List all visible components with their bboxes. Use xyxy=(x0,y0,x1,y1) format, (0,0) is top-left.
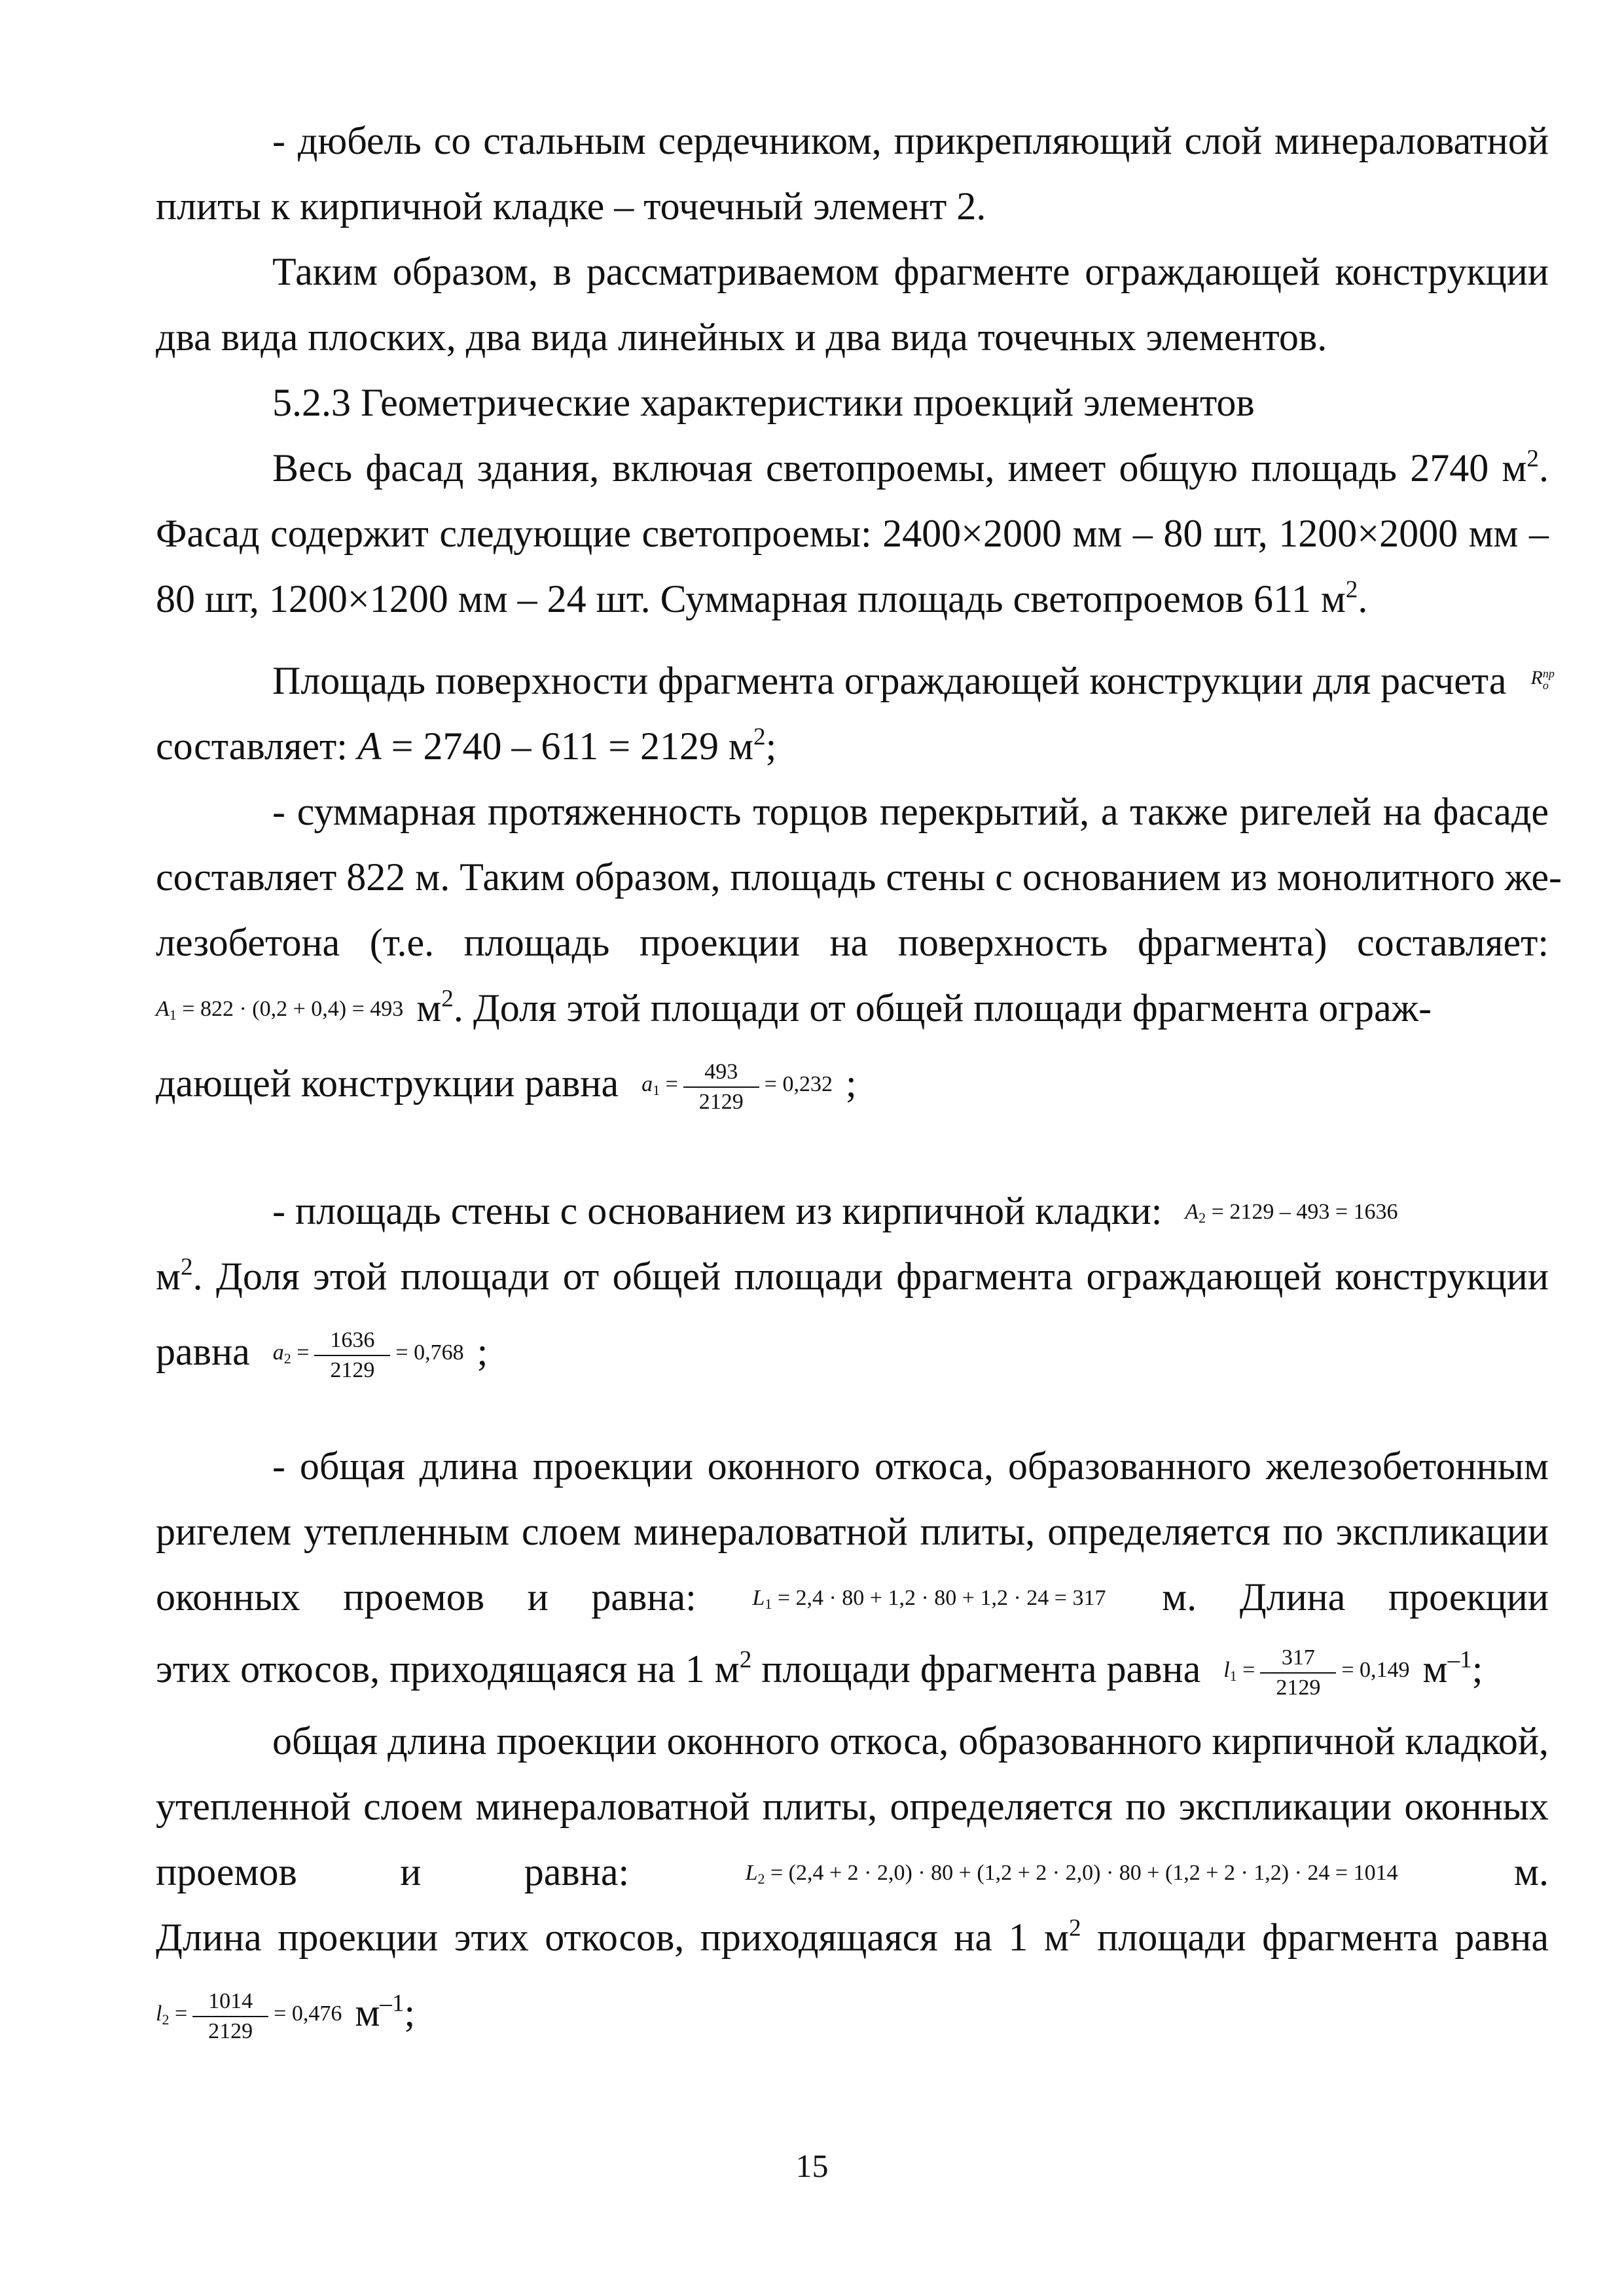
formula-result: = 0,232 xyxy=(764,1071,833,1096)
text-line: Фасад содержит следующие светопроемы: 2400×2000 мм – 80 шт, 1200×2000 мм – xyxy=(156,512,1549,555)
formula-L2 xyxy=(746,1840,1398,1912)
paragraph-summary xyxy=(156,239,1549,370)
text-fragment: Длина проекции этих откосов, приходящаяся на 1 м xyxy=(156,1916,1070,1959)
text-fragment: м xyxy=(156,1255,181,1298)
subscript: 2 xyxy=(1199,1209,1206,1226)
formula-a2: $a_2$ = xyxy=(272,1340,310,1367)
text-fragment: Площадь поверхности фрагмента ограждающей конструкции для расчета xyxy=(272,659,1507,702)
text-fragment: проемов и равна: xyxy=(156,1850,630,1893)
paragraph-area xyxy=(156,648,1555,779)
text-line xyxy=(156,713,1549,779)
text-line: - дюбель со стальным сердечником, прикрепляющий слой минераловатной xyxy=(272,119,1549,162)
symbol-L: L xyxy=(745,1860,758,1885)
text-fragment: . Доля этой площади от общей площади фрагмента ограж- xyxy=(453,986,1432,1030)
symbol-subscript: о xyxy=(1542,679,1549,692)
subscript: 1 xyxy=(653,1081,660,1098)
paragraph-concrete xyxy=(156,779,1562,1126)
denominator: 2129 xyxy=(698,1090,744,1115)
text-fragment: = 2740 – 611 = 2129 м xyxy=(391,725,754,768)
text-line xyxy=(156,1178,1549,1244)
text-fragment: площади фрагмента равна xyxy=(761,1647,1201,1691)
subscript: 2 xyxy=(162,2011,170,2028)
numerator: 1014 xyxy=(192,1987,268,2017)
text-line xyxy=(156,1970,1549,2055)
paragraph-dowel xyxy=(156,108,1549,239)
paragraph-facade xyxy=(156,435,1549,632)
formula-text: = (2,4 + 2 · 2,0) · 80 + (1,2 + 2 · 2,0) · 80 + (1,2 + 2 · 1,2) · 24 = 1014 xyxy=(770,1860,1398,1885)
denominator: 2129 xyxy=(208,2019,253,2044)
symbol-l: l xyxy=(156,2001,162,2026)
text-fragment: ; xyxy=(845,1062,857,1105)
formula-result: = 0,476 xyxy=(274,2001,342,2026)
text-fragment: равна xyxy=(156,1330,250,1373)
text-line xyxy=(156,1244,1549,1309)
numerator: 1636 xyxy=(314,1326,390,1356)
symbol-A: A xyxy=(1185,1199,1199,1224)
formula-text: = 2,4 · 80 + 1,2 · 80 + 1,2 · 24 = 317 xyxy=(777,1585,1106,1610)
superscript: 2 xyxy=(753,723,766,751)
text-fragment: . xyxy=(1539,446,1549,490)
paragraph-brick xyxy=(156,1178,1549,1394)
superscript: –1 xyxy=(1447,1646,1472,1674)
symbol-a: a xyxy=(272,1340,284,1365)
symbol-R: R xyxy=(1530,667,1543,689)
subscript: 1 xyxy=(169,1006,177,1023)
text-line xyxy=(156,1905,1549,1970)
resistance-symbol xyxy=(1531,668,1555,691)
text-fragment: составляет: xyxy=(156,725,348,768)
text-line: - общая длина проекции оконного откоса, образованного железобетонным xyxy=(272,1444,1549,1488)
subscript: 2 xyxy=(757,1870,765,1887)
text-line xyxy=(156,435,1549,501)
symbol-L: L xyxy=(752,1585,765,1610)
text-line: общая длина проекции оконного откоса, образованного кирпичной кладкой, xyxy=(272,1719,1549,1763)
fraction-a2 xyxy=(314,1326,390,1385)
text-fragment: м. Длина проекции xyxy=(1162,1575,1549,1619)
denominator: 2129 xyxy=(330,1358,375,1383)
text-fragment: м. xyxy=(1514,1850,1549,1893)
formula-L1 xyxy=(752,1566,1106,1637)
text-line xyxy=(156,648,1555,713)
subscript: 1 xyxy=(1229,1667,1237,1684)
formula-text: = 2129 – 493 = 1636 xyxy=(1211,1199,1398,1224)
symbol-A: A xyxy=(357,725,382,768)
text-fragment: м xyxy=(355,1991,380,2034)
text-fragment: Весь фасад здания, включая светопроемы, имеет общую площадь 2740 м xyxy=(272,446,1527,490)
text-fragment: ; xyxy=(477,1330,488,1373)
text-line xyxy=(156,566,1549,632)
paragraph-slope-brick xyxy=(156,1708,1549,2055)
text-line: составляет 822 м. Таким образом, площадь стены с основанием из монолитного же- xyxy=(156,855,1562,899)
text-fragment: ; xyxy=(1471,1647,1483,1691)
text-fragment: - площадь стены с основанием из кирпичной кладки: xyxy=(272,1189,1163,1232)
text-line xyxy=(156,1309,1549,1394)
text-fragment: ; xyxy=(765,725,777,768)
section-heading xyxy=(156,370,1549,435)
text-line: плиты к кирпичной кладке – точечный элемент 2. xyxy=(156,185,986,228)
text-line xyxy=(156,1630,1549,1708)
paragraph-slope-concrete xyxy=(156,1433,1549,1708)
text-line xyxy=(156,1564,1549,1630)
numerator: 317 xyxy=(1260,1643,1336,1674)
subscript: 2 xyxy=(283,1350,291,1367)
formula-a1: $a_1$ = xyxy=(641,1071,678,1098)
fraction-a1 xyxy=(683,1058,759,1117)
text-line xyxy=(156,1839,1549,1905)
formula-text: = 822 · (0,2 + 0,4) = 493 xyxy=(182,996,404,1021)
formula-l1: $l_1$ = xyxy=(1223,1657,1255,1684)
subscript: 1 xyxy=(765,1595,772,1612)
superscript: 2 xyxy=(180,1253,193,1281)
text-fragment: . Доля этой площади от общей площади фрагмента ограждающей конструкции xyxy=(192,1255,1549,1298)
denominator: 2129 xyxy=(1276,1676,1321,1700)
text-fragment: . xyxy=(1358,577,1368,620)
text-line: два вида плоских, два вида линейных и два вида точечных элементов. xyxy=(156,315,1327,359)
text-fragment: площади фрагмента равна xyxy=(1097,1916,1549,1959)
text-line: Таким образом, в рассматриваемом фрагменте ограждающей конструкции xyxy=(272,250,1549,293)
formula-A1 xyxy=(156,977,403,1048)
formula-result: = 0,149 xyxy=(1341,1657,1410,1682)
text-line: - суммарная протяженность торцов перекрытий, а также ригелей на фасаде xyxy=(272,790,1549,833)
text-fragment: м xyxy=(1422,1647,1448,1691)
text-line: ригелем утепленным слоем минераловатной плиты, определяется по экспликации xyxy=(156,1510,1549,1553)
superscript: 2 xyxy=(1069,1914,1081,1942)
text-line xyxy=(156,1041,1549,1126)
symbol-a: a xyxy=(641,1071,653,1096)
text-line: утепленной слоем минераловатной плиты, определяется по экспликации оконных xyxy=(156,1785,1549,1828)
fraction-l2 xyxy=(192,1987,268,2046)
text-line: лезобетона (т.е. площадь проекции на поверхность фрагмента) составляет: xyxy=(156,921,1549,964)
symbol-l: l xyxy=(1223,1657,1230,1682)
text-fragment: м xyxy=(416,986,442,1030)
page-number: 15 xyxy=(795,2147,829,2184)
formula-l2: $l_2$ = xyxy=(156,2001,188,2028)
text-fragment: оконных проемов и равна: xyxy=(156,1575,696,1619)
superscript: 2 xyxy=(739,1646,752,1674)
superscript: 2 xyxy=(441,985,454,1013)
superscript: 2 xyxy=(1345,576,1358,603)
text-fragment: этих откосов, приходящаяся на 1 м xyxy=(156,1647,740,1691)
superscript: –1 xyxy=(380,1990,405,2017)
superscript: 2 xyxy=(1526,445,1539,473)
numerator: 493 xyxy=(683,1058,759,1088)
formula-A2 xyxy=(1185,1179,1398,1251)
symbol-indices xyxy=(1543,668,1555,691)
heading-text: 5.2.3 Геометрические характеристики проекций элементов xyxy=(272,381,1255,424)
text-line xyxy=(156,975,1549,1041)
text-fragment: ; xyxy=(404,1991,416,2034)
text-fragment: 80 шт, 1200×1200 мм – 24 шт. Суммарная площадь светопроемов 611 м xyxy=(156,577,1346,620)
symbol-A: A xyxy=(156,996,170,1021)
fraction-l1 xyxy=(1260,1643,1336,1702)
symbol-superscript: пр xyxy=(1542,667,1555,681)
formula-result: = 0,768 xyxy=(395,1340,464,1365)
text-fragment: дающей конструкции равна xyxy=(156,1062,619,1105)
